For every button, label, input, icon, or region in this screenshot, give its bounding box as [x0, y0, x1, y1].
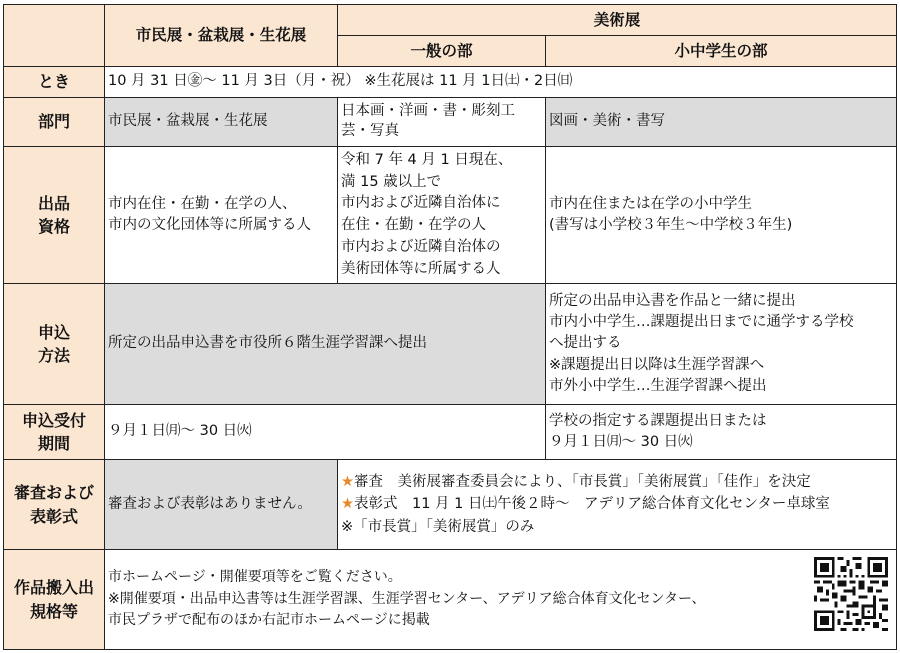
label-review-2: 表彰式	[29, 506, 78, 526]
eligibility-a-line: 市内在住・在勤・在学の人、	[108, 195, 297, 212]
apply-period-student	[546, 405, 897, 460]
label-eligibility-1: 出品	[37, 193, 70, 213]
header-col-a: 市民展・盆栽展・生花展	[105, 5, 338, 67]
row-when	[4, 67, 897, 98]
review-line	[341, 471, 893, 493]
exhibition-info-table	[3, 4, 897, 650]
eligibility-general-line: 在住・在勤・在学の人	[341, 217, 486, 233]
review-line-1-text: 審査 美術展審査委員会により、「市長賞」「美術展賞」「佳作」を決定	[354, 473, 811, 490]
eligibility-general-line: 市内および近隣自治体に	[341, 195, 501, 212]
label-delivery-1: 作品搬入出	[13, 578, 94, 598]
eligibility-a-line: 市内の文化団体等に所属する人	[108, 217, 311, 233]
review-art	[338, 460, 897, 550]
label-review	[4, 460, 105, 550]
apply-period-student-line: ９月１日㈪～ 30 日㈫	[549, 434, 693, 450]
review-line-2-text: 表彰式 11 月 1 日㈯午後２時～ アデリア総合体育文化センター卓球室	[354, 496, 830, 513]
apply-method-student-line: へ提出する	[549, 335, 622, 352]
header-art-general: 一般の部	[338, 36, 546, 67]
label-apply-method-2: 方法	[37, 346, 70, 365]
row-section	[4, 98, 897, 147]
row-apply-period	[4, 405, 897, 460]
star-icon: ★	[341, 473, 354, 490]
review-line: ※「市長賞」「美術展賞」のみ	[341, 518, 535, 535]
eligibility-student-line: 市内在住または在学の小中学生	[549, 195, 752, 212]
label-delivery	[4, 550, 105, 650]
label-eligibility	[4, 147, 105, 284]
label-when: とき	[4, 67, 105, 98]
label-review-1: 審査および	[13, 483, 94, 503]
apply-method-student-line: 所定の出品申込書を作品と一緒に提出	[549, 293, 796, 310]
apply-method-student-line: 市内小中学生…課題提出日までに通学する学校	[549, 314, 854, 331]
apply-method-ab	[105, 284, 546, 405]
label-apply-method	[4, 284, 105, 405]
header-art-group: 美術展	[338, 5, 897, 36]
header-row-1	[4, 5, 897, 36]
section-a: 市民展・盆栽展・生花展	[105, 98, 338, 147]
delivery-line: 市ホームページ・開催要項等をご覧ください。	[108, 568, 402, 585]
eligibility-a	[105, 147, 338, 284]
eligibility-general-line: 美術団体等に所属する人	[341, 260, 501, 277]
label-eligibility-2: 資格	[37, 217, 70, 236]
eligibility-student	[546, 147, 897, 284]
star-icon: ★	[341, 496, 354, 513]
apply-method-student-line: ※課題提出日以降は生涯学習課へ	[549, 356, 765, 373]
delivery-content	[105, 550, 897, 650]
apply-period-student-line: 学校の指定する課題提出日または	[549, 412, 767, 429]
header-art-student: 小中学生の部	[546, 36, 897, 67]
apply-method-student-line: 市外小中学生…生涯学習課へ提出	[549, 377, 767, 394]
label-apply-method-1: 申込	[37, 322, 70, 342]
eligibility-student-line: (書写は小学校３年生～中学校３年生)	[549, 217, 793, 233]
eligibility-general-line: 満 15 歳以上で	[341, 173, 442, 190]
eligibility-general-line: 市内および近隣自治体の	[341, 238, 501, 255]
when-text	[105, 67, 897, 98]
eligibility-general	[338, 147, 546, 284]
row-eligibility	[4, 147, 897, 284]
section-student: 図画・美術・書写	[546, 98, 897, 147]
apply-period-ab-text: ９月１日㈪～ 30 日㈫	[108, 423, 252, 440]
review-line	[341, 493, 893, 515]
eligibility-general-line: 令和 7 年 4 月 1 日現在、	[341, 151, 513, 168]
label-apply-period-2: 期間	[37, 434, 70, 453]
delivery-line: ※開催要項・出品申込書等は生涯学習課、生涯学習センター、アデリア総合体育文化センター、	[108, 590, 706, 607]
row-apply-method	[4, 284, 897, 405]
qr-code-icon[interactable]	[814, 557, 888, 631]
label-apply-period-1: 申込受付	[21, 410, 86, 430]
apply-method-student	[546, 284, 897, 405]
apply-method-ab-text: 所定の出品申込書を市役所６階生涯学習課へ提出	[108, 335, 427, 352]
header-corner-cell	[4, 5, 105, 67]
review-a	[105, 460, 338, 550]
label-section: 部門	[4, 98, 105, 147]
delivery-line: 市民プラザで配布のほか右記市ホームページに掲載	[108, 612, 430, 629]
apply-period-ab	[105, 405, 546, 460]
review-a-text: 審査および表彰はありません。	[108, 495, 312, 512]
row-review	[4, 460, 897, 550]
section-general: 日本画・洋画・書・彫刻工芸・写真	[338, 98, 546, 147]
label-apply-period	[4, 405, 105, 460]
label-delivery-2: 規格等	[29, 601, 78, 621]
when-value: 10 月 31 日㊎～ 11 月 3日（月・祝） ※生花展は 11 月 1日㈯・2日㈰	[108, 73, 573, 90]
row-delivery	[4, 550, 897, 650]
